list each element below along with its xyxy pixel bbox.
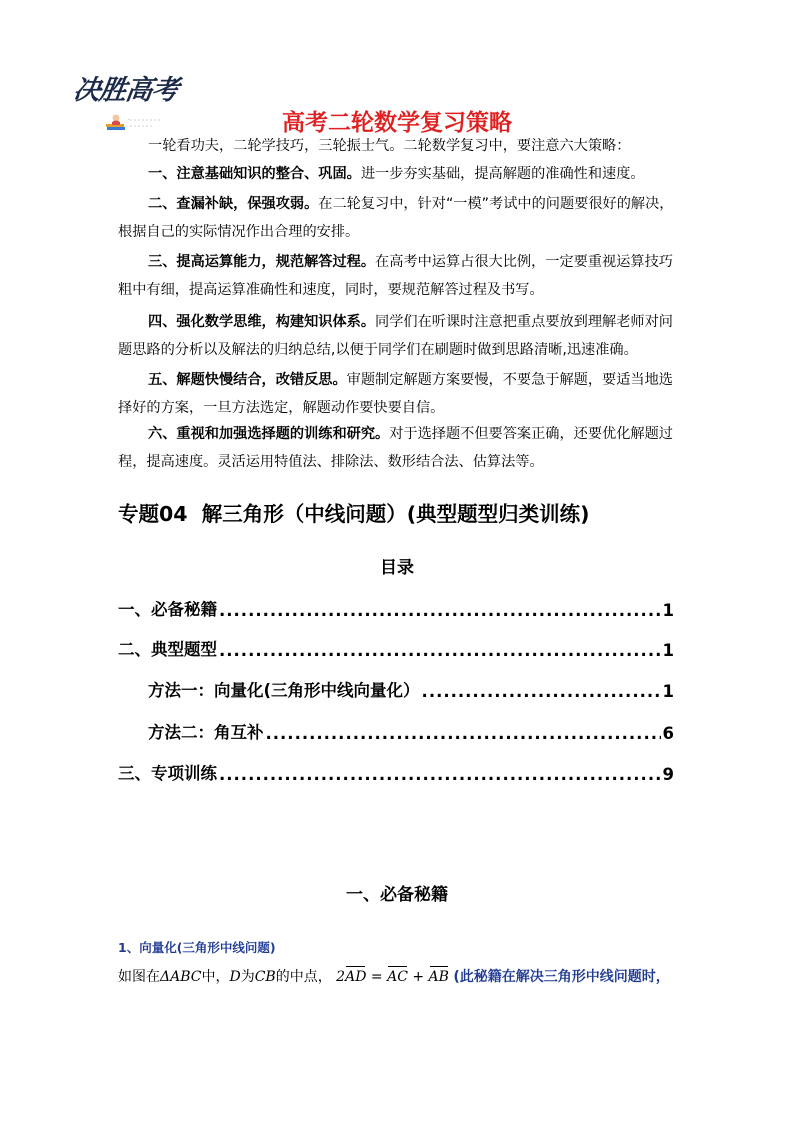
strategy-body: 进一步夯实基础，提高解题的准确性和速度。 xyxy=(360,166,645,182)
topic-title: 专题04 解三角形（中线问题）(典型题型归类训练) xyxy=(118,502,590,526)
formula-prefix: 如图在 xyxy=(118,969,160,985)
vector-ac: AC xyxy=(387,969,408,985)
formula-text: 的中点， xyxy=(275,969,332,985)
toc-entry-page: 1 xyxy=(662,641,674,660)
strategy-paragraph xyxy=(118,366,678,422)
strategy-head: 二、查漏补缺，保强攻弱。 xyxy=(148,196,319,212)
formula-plus: + xyxy=(407,969,429,985)
toc-entry-label: 一、必备秘籍 xyxy=(118,600,217,619)
strategy-paragraph xyxy=(118,160,678,188)
toc-leader-dots xyxy=(422,682,661,701)
strategy-body: 审题制定解题方案要慢，不要急于解题，要适当地选择好的方案，一旦方法选定，解题动作要快要自信。 xyxy=(118,372,673,416)
formula-coefficient: 2 xyxy=(336,969,346,985)
triangle-label: ΔABC xyxy=(160,969,202,985)
toc-entry-label: 三、专项训练 xyxy=(118,764,217,783)
vector-ad: AD xyxy=(345,969,367,985)
strategy-body: 在二轮复习中，针对“一模”考试中的问题要很好的解决，根据自己的实际情况作出合理的安排。 xyxy=(118,196,674,240)
strategy-paragraph xyxy=(118,308,678,364)
strategy-body: 对于选择题不但要答案正确，还要优化解题过程，提高速度。灵活运用特值法、排除法、数形结合法、估算法等。 xyxy=(118,426,673,470)
intro-paragraph: 一轮看功夫，二轮学技巧，三轮振士气。二轮数学复习中，要注意六大策略： xyxy=(148,138,631,154)
strategy-body: 同学们在听课时注意把重点要放到理解老师对问题思路的分析以及解法的归纳总结,以便于同学们在刷题时做到思路清晰,迅速准确。 xyxy=(118,314,673,358)
subsection-heading: 1、向量化(三角形中线问题) xyxy=(118,940,276,955)
formula-note: (此秘籍在解决三角形中线问题时， xyxy=(453,969,670,985)
toc-entry-page: 1 xyxy=(662,601,674,620)
toc-entry[interactable] xyxy=(118,636,674,660)
toc-leader-dots xyxy=(266,724,661,743)
point-label: D xyxy=(229,969,241,985)
toc-leader-dots xyxy=(219,765,661,784)
vector-ab: AB xyxy=(428,969,449,985)
strategy-paragraph xyxy=(118,190,678,246)
toc-entry[interactable] xyxy=(148,677,674,701)
strategy-paragraph xyxy=(118,420,678,476)
strategy-head: 一、注意基础知识的整合、巩固。 xyxy=(148,166,361,182)
strategy-body: 在高考中运算占很大比例，一定要重视运算技巧粗中有细，提高运算准确性和速度，同时，要规范解答过程及书写。 xyxy=(118,254,673,298)
formula-text: 中， xyxy=(201,969,230,985)
toc-entry-page: 6 xyxy=(662,724,674,743)
toc-heading: 目录 xyxy=(380,558,414,578)
toc-entry-label: 方法二：角互补 xyxy=(148,723,264,742)
toc-entry[interactable] xyxy=(148,719,674,743)
strategy-head: 六、重视和加强选择题的训练和研究。 xyxy=(148,426,390,442)
svg-text:·: · xyxy=(128,117,130,123)
formula-line xyxy=(118,966,670,986)
toc-entry-page: 1 xyxy=(662,682,674,701)
toc-entry-page: 9 xyxy=(662,765,674,784)
formula-equals: = xyxy=(366,969,388,985)
strategy-head: 五、解题快慢结合，改错反思。 xyxy=(148,372,347,388)
section-heading: 一、必备秘籍 xyxy=(346,885,448,905)
logo-text: 决胜高考 xyxy=(71,75,180,106)
formula-text: 为 xyxy=(240,969,255,985)
toc-entry[interactable] xyxy=(118,596,674,620)
toc-entry[interactable] xyxy=(118,760,674,784)
toc-entry-label: 方法一：向量化(三角形中线向量化） xyxy=(148,681,420,700)
page-title: 高考二轮数学复习策略 xyxy=(282,110,512,136)
toc-leader-dots xyxy=(219,601,661,620)
strategy-head: 四、强化数学思维，构建知识体系。 xyxy=(148,314,376,330)
strategy-head: 三、提高运算能力，规范解答过程。 xyxy=(148,254,376,270)
toc-leader-dots xyxy=(219,641,661,660)
strategy-paragraph xyxy=(118,248,678,304)
segment-label: CB xyxy=(254,969,276,985)
toc-entry-label: 二、典型题型 xyxy=(118,640,217,659)
